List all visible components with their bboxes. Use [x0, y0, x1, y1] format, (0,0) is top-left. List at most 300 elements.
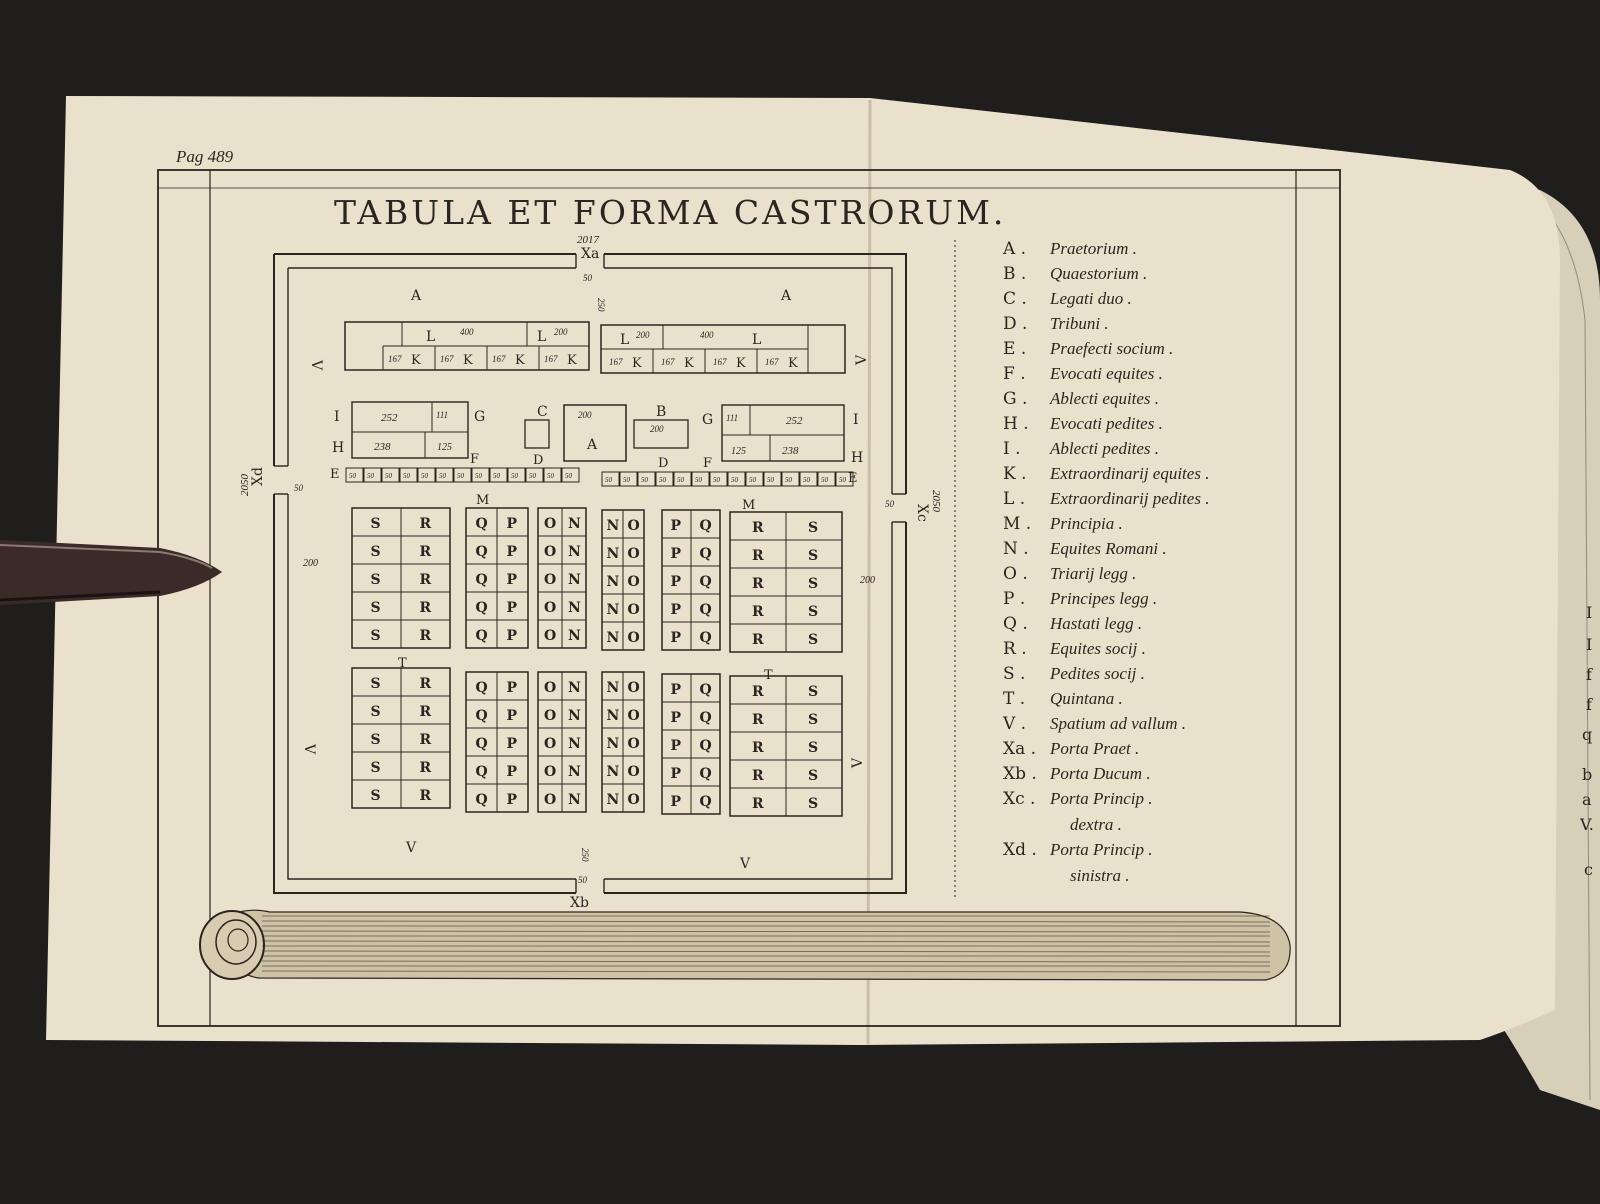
praefecti-cell-value: 50: [511, 472, 518, 480]
svg-text:125: 125: [731, 446, 746, 457]
svg-text:B: B: [656, 404, 667, 420]
legend-text: Porta Praet .: [1050, 739, 1140, 758]
unit-label: N: [568, 764, 581, 780]
svg-text:250: 250: [596, 298, 606, 312]
legend-key: N .: [1003, 539, 1029, 559]
unit-label: R: [752, 576, 764, 592]
praefecti-cell-value: 50: [547, 472, 554, 480]
legend-item: [1003, 514, 1123, 534]
region-v-left-bottom: V: [301, 744, 317, 755]
unit-label: Q: [475, 600, 488, 616]
legend-key: S .: [1003, 664, 1026, 684]
unit-label: P: [670, 794, 682, 810]
praefecti-cell-value: 50: [623, 476, 630, 484]
svg-text:111: 111: [726, 413, 739, 423]
unit-label: O: [544, 708, 557, 724]
legend-text: Quintana .: [1050, 689, 1123, 708]
svg-text:L: L: [620, 332, 630, 348]
unit-label: N: [568, 708, 581, 724]
legend-item: [1003, 389, 1159, 409]
legend-text: Tribuni .: [1050, 314, 1109, 333]
unit-label: Q: [699, 710, 712, 726]
unit-label: O: [544, 628, 557, 644]
svg-text:Xc: Xc: [914, 504, 930, 522]
unit-label: N: [568, 736, 581, 752]
plate-title: TABULA ET FORMA CASTRORUM.: [334, 193, 1007, 232]
unit-label: S: [370, 628, 381, 644]
label-d-left: D: [533, 453, 544, 468]
unit-label: N: [568, 792, 581, 808]
legend-key: K .: [1003, 464, 1027, 484]
unit-label: R: [419, 676, 432, 692]
praefecti-cell-value: 50: [731, 476, 738, 484]
legend-text: Equites socij .: [1050, 639, 1146, 658]
unit-label: N: [606, 574, 620, 590]
unit-label: S: [370, 600, 381, 616]
unit-label: Q: [699, 766, 712, 782]
legend-item: [1003, 289, 1132, 309]
unit-label: S: [370, 676, 381, 692]
svg-text:K: K: [632, 356, 642, 371]
unit-label: Q: [699, 630, 712, 646]
svg-text:2050: 2050: [930, 490, 942, 512]
label-m-right: M: [742, 498, 756, 513]
svg-text:111: 111: [436, 410, 449, 420]
legend-key: G .: [1003, 389, 1028, 409]
legend-key: Xc .: [1003, 789, 1036, 809]
unit-label: P: [670, 602, 682, 618]
unit-label: S: [808, 548, 819, 564]
legend-item: [1003, 414, 1163, 434]
svg-text:167: 167: [544, 354, 558, 364]
svg-text:50: 50: [583, 273, 592, 283]
praefecti-cell-value: 50: [457, 472, 464, 480]
unit-label: O: [544, 572, 557, 588]
unit-label: R: [752, 796, 764, 812]
svg-text:125: 125: [437, 442, 452, 453]
unit-label: O: [627, 736, 640, 752]
svg-text:K: K: [463, 353, 473, 368]
unit-label: O: [544, 680, 557, 696]
unit-label: O: [627, 764, 640, 780]
legend-item: [1003, 264, 1147, 284]
svg-text:L: L: [752, 332, 762, 348]
svg-text:2017: 2017: [577, 234, 599, 246]
unit-label: R: [419, 788, 432, 804]
unit-label: O: [627, 630, 640, 646]
svg-text:167: 167: [440, 354, 454, 364]
unit-label: P: [506, 544, 518, 560]
unit-label: S: [370, 516, 381, 532]
legend-key: T .: [1003, 689, 1026, 709]
legend-text: Hastati legg .: [1050, 614, 1143, 633]
legend-key: A .: [1003, 239, 1027, 259]
svg-text:K: K: [736, 356, 746, 371]
praefecti-cell-value: 50: [565, 472, 572, 480]
unit-label: P: [506, 736, 518, 752]
svg-text:I: I: [853, 412, 859, 428]
legend-key: Q .: [1003, 614, 1028, 634]
label-t-right: T: [764, 668, 773, 683]
unit-label: Q: [475, 708, 488, 724]
unit-label: O: [627, 574, 640, 590]
svg-text:K: K: [515, 353, 525, 368]
unit-label: N: [568, 628, 581, 644]
region-a-left: A: [411, 288, 422, 304]
legend-text: Porta Princip .: [1050, 789, 1153, 808]
svg-text:L: L: [426, 329, 436, 345]
unit-label: S: [808, 712, 819, 728]
unit-label: P: [506, 708, 518, 724]
unit-label: Q: [699, 794, 712, 810]
legend-key: P .: [1003, 589, 1026, 609]
unit-label: P: [670, 766, 682, 782]
praefecti-cell-value: 50: [367, 472, 374, 480]
svg-text:A: A: [587, 437, 598, 453]
unit-label: O: [544, 544, 557, 560]
legend-item: [1003, 539, 1167, 559]
page-reference: Pag 489: [176, 147, 234, 166]
label-t-left: T: [398, 656, 407, 671]
unit-label: N: [606, 708, 620, 724]
region-v-bottom-left: V: [406, 840, 417, 856]
legend-text: Equites Romani .: [1050, 539, 1167, 558]
svg-text:200: 200: [650, 424, 664, 434]
region-v-right-bottom: V: [850, 757, 866, 768]
svg-text:K: K: [411, 353, 421, 368]
unit-label: N: [606, 546, 620, 562]
praefecti-cell-value: 50: [749, 476, 756, 484]
unit-label: Q: [699, 682, 712, 698]
svg-text:L: L: [537, 329, 547, 345]
region-v-left-top: V: [308, 360, 324, 371]
praefecti-cell-value: 50: [493, 472, 500, 480]
legend-key: R .: [1003, 639, 1027, 659]
svg-text:50: 50: [294, 483, 303, 493]
legend-key: I .: [1003, 439, 1021, 459]
legend-text: Legati duo .: [1050, 289, 1132, 308]
svg-text:200: 200: [554, 327, 568, 337]
svg-text:I: I: [1586, 635, 1593, 654]
legend-key: B .: [1003, 264, 1027, 284]
legend-text-continued: sinistra .: [1070, 866, 1130, 885]
svg-text:f: f: [1586, 695, 1592, 714]
legend-text: Extraordinarij equites .: [1050, 464, 1210, 483]
legend-text: Pedites socij .: [1050, 664, 1145, 683]
svg-text:200: 200: [578, 410, 592, 420]
unit-label: P: [506, 764, 518, 780]
legend-key: C .: [1003, 289, 1027, 309]
legend-text: Porta Ducum .: [1050, 764, 1151, 783]
unit-label: Q: [475, 628, 488, 644]
legend-item: [1003, 664, 1145, 684]
unit-label: S: [808, 740, 819, 756]
svg-text:I: I: [1586, 603, 1593, 622]
legend-key: H .: [1003, 414, 1029, 434]
unit-label: Q: [699, 518, 712, 534]
praefecti-cell-value: 50: [475, 472, 482, 480]
unit-label: S: [808, 576, 819, 592]
label-d-right: D: [658, 456, 669, 471]
svg-text:K: K: [684, 356, 694, 371]
legend-text: Evocati equites .: [1050, 364, 1163, 383]
svg-text:H: H: [332, 440, 345, 456]
unit-label: Q: [475, 792, 488, 808]
unit-label: S: [370, 544, 381, 560]
praefecti-cell-value: 50: [349, 472, 356, 480]
unit-label: R: [419, 732, 432, 748]
svg-text:H: H: [851, 450, 864, 466]
unit-label: P: [670, 546, 682, 562]
unit-label: R: [419, 544, 432, 560]
legend-key: V .: [1003, 714, 1027, 734]
unit-label: O: [544, 600, 557, 616]
unit-label: O: [544, 764, 557, 780]
praefecti-cell-value: 50: [785, 476, 792, 484]
svg-text:50: 50: [578, 875, 587, 885]
region-a-right: A: [781, 288, 792, 304]
svg-text:2050: 2050: [239, 474, 251, 496]
unit-label: R: [752, 712, 764, 728]
unit-label: P: [506, 792, 518, 808]
scroll-ornament: [200, 910, 1290, 980]
legend-text: Praetorium .: [1050, 239, 1137, 258]
unit-label: O: [627, 708, 640, 724]
svg-text:Xd: Xd: [250, 467, 266, 486]
svg-text:238: 238: [374, 441, 391, 453]
unit-label: N: [606, 764, 620, 780]
unit-label: Q: [699, 738, 712, 754]
unit-label: P: [670, 738, 682, 754]
svg-text:167: 167: [492, 354, 506, 364]
region-v-bottom-right: V: [740, 856, 751, 872]
unit-label: S: [808, 520, 819, 536]
unit-label: N: [606, 630, 620, 646]
svg-text:252: 252: [381, 412, 398, 424]
unit-label: N: [568, 600, 581, 616]
svg-text:q: q: [1582, 725, 1593, 744]
praefecti-cell-value: 50: [385, 472, 392, 480]
legend-text: Principia .: [1050, 514, 1123, 533]
legend-text: Extraordinarij pedites .: [1050, 489, 1210, 508]
unit-label: O: [544, 736, 557, 752]
unit-label: R: [419, 704, 432, 720]
unit-label: O: [627, 518, 640, 534]
unit-label: S: [370, 788, 381, 804]
praefecti-cell-value: 50: [641, 476, 648, 484]
unit-label: P: [506, 600, 518, 616]
unit-label: N: [568, 572, 581, 588]
svg-text:C: C: [537, 404, 548, 420]
legend-text: Ablecti pedites .: [1050, 439, 1160, 458]
unit-label: Q: [699, 602, 712, 618]
praefecti-cell-value: 50: [439, 472, 446, 480]
unit-label: N: [606, 602, 620, 618]
praefecti-cell-value: 50: [403, 472, 410, 480]
legend-key: L .: [1003, 489, 1026, 509]
svg-text:167: 167: [661, 357, 675, 367]
unit-label: S: [808, 768, 819, 784]
svg-text:V.: V.: [1580, 815, 1594, 834]
praefecti-cell-value: 50: [659, 476, 666, 484]
legend-item: [1003, 689, 1123, 709]
unit-label: O: [627, 680, 640, 696]
legend-item: [1003, 564, 1136, 584]
unit-label: Q: [475, 516, 488, 532]
svg-text:167: 167: [609, 357, 623, 367]
unit-label: N: [606, 792, 620, 808]
unit-label: P: [506, 516, 518, 532]
unit-label: R: [752, 604, 764, 620]
unit-label: Q: [699, 574, 712, 590]
unit-label: Q: [699, 546, 712, 562]
label-f-right: F: [703, 456, 713, 471]
unit-label: P: [670, 574, 682, 590]
unit-label: N: [568, 680, 581, 696]
svg-text:400: 400: [460, 327, 474, 337]
unit-label: Q: [475, 544, 488, 560]
unit-label: R: [419, 628, 432, 644]
unit-label: P: [506, 572, 518, 588]
unit-label: O: [627, 602, 640, 618]
label-m-left: M: [476, 493, 490, 508]
svg-text:252: 252: [786, 415, 803, 427]
legend-text: Quaestorium .: [1050, 264, 1148, 283]
unit-label: P: [670, 630, 682, 646]
unit-label: O: [544, 792, 557, 808]
praefecti-cell-value: 50: [695, 476, 702, 484]
side-measure-left: 200: [303, 558, 318, 569]
svg-text:E: E: [330, 467, 340, 482]
svg-text:400: 400: [700, 330, 714, 340]
unit-label: S: [370, 760, 381, 776]
unit-label: R: [419, 572, 432, 588]
unit-label: P: [506, 628, 518, 644]
unit-label: P: [506, 680, 518, 696]
unit-label: S: [808, 632, 819, 648]
unit-label: R: [752, 740, 764, 756]
unit-label: S: [808, 684, 819, 700]
unit-label: R: [419, 600, 432, 616]
unit-label: O: [544, 516, 557, 532]
unit-label: R: [752, 768, 764, 784]
legend-key: F .: [1003, 364, 1026, 384]
svg-text:Xb: Xb: [570, 895, 589, 911]
praefecti-cell-value: 50: [605, 476, 612, 484]
praefecti-cell-value: 50: [839, 476, 846, 484]
unit-label: R: [752, 520, 764, 536]
unit-label: N: [568, 544, 581, 560]
svg-text:I: I: [334, 409, 340, 425]
svg-text:167: 167: [388, 354, 402, 364]
svg-text:200: 200: [636, 330, 650, 340]
unit-label: P: [670, 518, 682, 534]
praefecti-cell-value: 50: [767, 476, 774, 484]
unit-label: S: [370, 572, 381, 588]
legend-item: [1003, 739, 1139, 759]
unit-label: Q: [475, 680, 488, 696]
svg-text:250: 250: [580, 848, 590, 862]
legend-item: [1002, 239, 1137, 259]
svg-text:50: 50: [885, 499, 894, 509]
unit-label: R: [752, 548, 764, 564]
svg-text:a: a: [1582, 790, 1592, 809]
region-v-right-top: V: [854, 354, 870, 365]
legend-item: [1003, 639, 1146, 659]
unit-label: N: [606, 518, 620, 534]
svg-text:Xa: Xa: [581, 246, 600, 262]
unit-label: N: [568, 516, 581, 532]
unit-label: Q: [475, 736, 488, 752]
svg-text:K: K: [788, 356, 798, 371]
legend-key: O .: [1003, 564, 1028, 584]
svg-text:K: K: [567, 353, 577, 368]
legend-key: E .: [1003, 339, 1027, 359]
legend-item: [1003, 614, 1142, 634]
unit-label: Q: [475, 572, 488, 588]
unit-label: S: [370, 732, 381, 748]
legend-text: Triarij legg .: [1050, 564, 1137, 583]
legend-key: Xb .: [1003, 764, 1037, 784]
legend-item: [1003, 764, 1151, 784]
label-f-left: F: [470, 452, 480, 467]
praefecti-cell-value: 50: [713, 476, 720, 484]
legend-item: [1003, 314, 1109, 334]
svg-text:E: E: [848, 471, 858, 486]
svg-text:G: G: [474, 409, 486, 425]
svg-text:167: 167: [765, 357, 779, 367]
praefecti-cell-value: 50: [677, 476, 684, 484]
unit-label: O: [627, 546, 640, 562]
legend-text: Spatium ad vallum .: [1050, 714, 1186, 733]
unit-label: S: [808, 604, 819, 620]
legend-text: Praefecti socium .: [1050, 339, 1174, 358]
unit-label: R: [419, 516, 432, 532]
svg-text:G: G: [702, 412, 714, 428]
unit-label: S: [808, 796, 819, 812]
side-measure-right: 200: [860, 575, 875, 586]
unit-label: P: [670, 710, 682, 726]
legend-text: Porta Princip .: [1050, 840, 1153, 859]
svg-text:167: 167: [713, 357, 727, 367]
unit-label: S: [370, 704, 381, 720]
svg-text:f: f: [1586, 665, 1592, 684]
legend-text: Principes legg .: [1050, 589, 1158, 608]
unit-label: Q: [475, 764, 488, 780]
svg-text:238: 238: [782, 445, 799, 457]
legend-text: Ablecti equites .: [1050, 389, 1160, 408]
praefecti-cell-value: 50: [421, 472, 428, 480]
legend-text-continued: dextra .: [1070, 815, 1122, 834]
legend-key: M .: [1003, 514, 1032, 534]
unit-label: N: [606, 680, 620, 696]
unit-label: R: [419, 760, 432, 776]
legend-key: Xd .: [1003, 840, 1037, 860]
praefecti-cell-value: 50: [529, 472, 536, 480]
unit-label: N: [606, 736, 620, 752]
unit-label: R: [752, 632, 764, 648]
praefecti-cell-value: 50: [803, 476, 810, 484]
legend-key: D .: [1003, 314, 1028, 334]
unit-label: R: [752, 684, 764, 700]
legend-text: Evocati pedites .: [1050, 414, 1163, 433]
unit-label: P: [670, 682, 682, 698]
unit-label: O: [627, 792, 640, 808]
svg-text:b: b: [1582, 765, 1593, 784]
praefecti-cell-value: 50: [821, 476, 828, 484]
legend-key: Xa .: [1003, 739, 1037, 759]
svg-text:c: c: [1584, 860, 1593, 879]
